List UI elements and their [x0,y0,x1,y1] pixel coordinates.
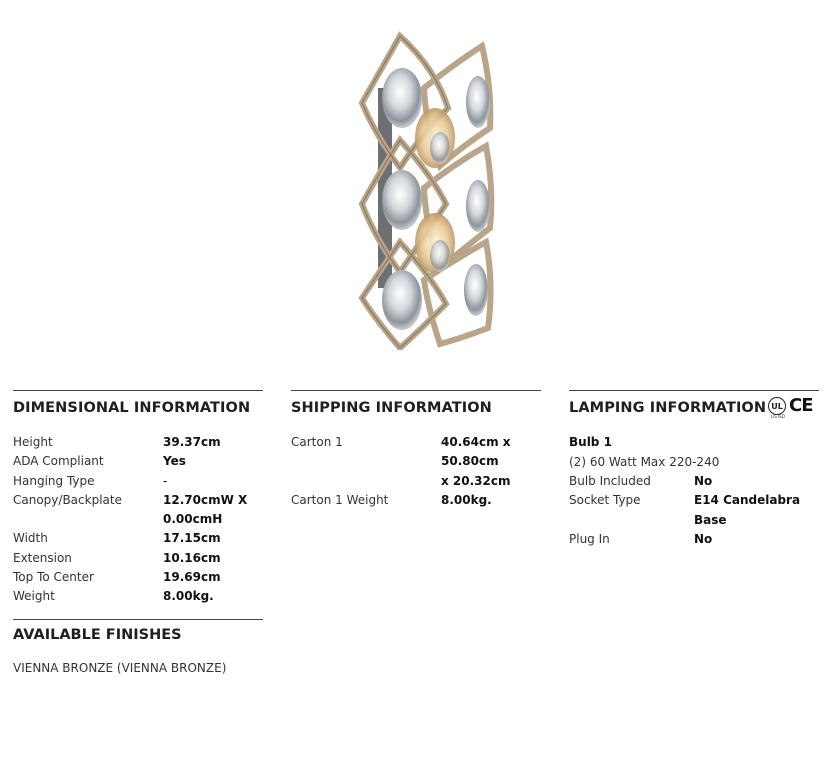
spec-value: - [163,473,168,488]
spec-label: Height [13,435,53,449]
spec-label: Weight [13,589,55,604]
spec-value: 40.64cm x 50.80cm [441,435,511,469]
spec-value: 8.00kg. [163,589,214,604]
certification-marks [768,395,813,419]
spec-value: No [694,474,713,488]
spec-row [569,491,819,530]
spec-label: Extension [13,550,72,565]
shipping-title: SHIPPING INFORMATION [291,400,492,416]
spec-row [13,491,263,510]
spec-label: Socket Type [569,493,641,508]
spec-value: 19.69cm [163,570,221,585]
bulb-title: Bulb 1 [569,435,612,449]
spec-value: Yes [163,454,186,469]
product-image [340,28,510,350]
spec-label: ADA Compliant [13,454,104,469]
dimensional-section [13,390,263,607]
spec-row [13,433,263,452]
spec-label [13,510,163,529]
lamping-rows [569,433,819,549]
ul-listed-icon [768,397,786,419]
spec-row [569,530,819,549]
spec-row [569,472,819,491]
spec-value: 10.16cm [163,550,221,565]
spec-label: Width [13,531,48,546]
lamping-title: LAMPING INFORMATION [569,400,767,416]
spec-value: 12.70cmW X [163,492,248,507]
spec-row [13,472,263,491]
spec-value: 39.37cm [163,435,221,449]
bulb-description: (2) 60 Watt Max 220-240 [569,455,720,469]
spec-value: No [694,531,713,546]
ul-listed-label: LISTED [771,414,785,419]
ul-icon: UL [768,397,786,415]
spec-row [13,452,263,471]
spec-label: Canopy/Backplate [13,492,122,507]
spec-row [291,433,541,472]
spec-value: 8.00kg. [441,492,492,507]
finishes-section [13,619,263,675]
spec-row [13,549,263,568]
shipping-section [291,390,541,510]
spec-label: Bulb Included [569,474,651,488]
spec-label: Top To Center [13,570,94,585]
dimensional-rows [13,433,263,607]
spec-label: Carton 1 [291,435,343,449]
spec-row [13,568,263,587]
spec-row [291,491,541,510]
spec-row [13,510,263,529]
finishes-title: AVAILABLE FINISHES [13,627,182,643]
dimensional-title: DIMENSIONAL INFORMATION [13,400,251,416]
spec-value: 0.00cmH [163,512,223,527]
spec-label [291,472,441,491]
spec-row [13,587,263,606]
spec-row [13,529,263,548]
shipping-rows [291,433,541,510]
ce-icon: CE [789,395,813,416]
spec-label: Hanging Type [13,473,95,488]
spec-label: Carton 1 Weight [291,492,389,507]
spec-value: E14 Candelabra Base [694,493,801,527]
finish-value: VIENNA BRONZE (VIENNA BRONZE) [13,661,227,675]
spec-value: 17.15cm [163,531,221,546]
spec-row [291,472,541,491]
spec-value: x 20.32cm [441,473,511,488]
spec-label: Plug In [569,531,610,546]
